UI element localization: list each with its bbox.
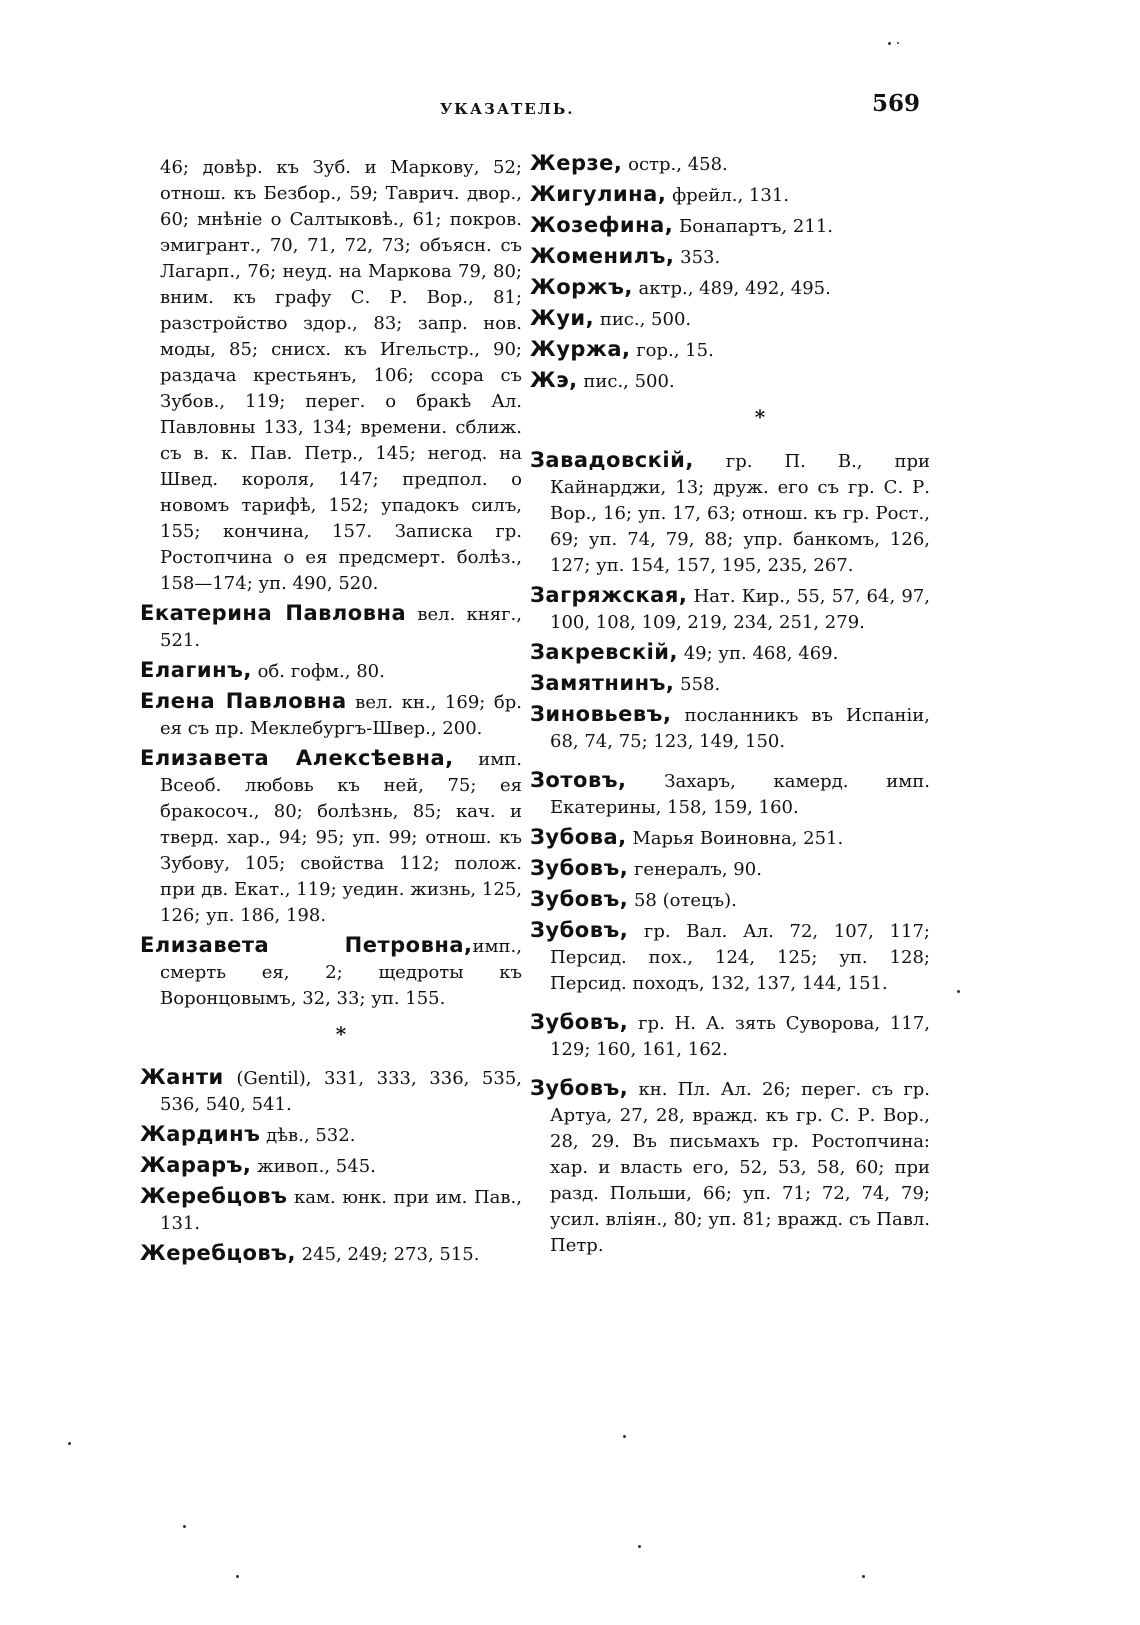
index-entry bbox=[530, 767, 930, 821]
index-entry bbox=[530, 447, 930, 579]
scan-speck bbox=[897, 42, 899, 44]
index-entry bbox=[140, 657, 522, 685]
entry-heading: Жуи, bbox=[530, 306, 595, 330]
entry-text: имп. Всеоб. любовь къ ней, 75; ея бракосоч., 80; болѣзнь, 85; кач. и тверд. хар., 94; 95; уп. 99; отнош. къ Зубову, 105; свойства 112; полож. при дв. Екат., 119; уедин. жизнь, 125, 126; уп. 186, 198. bbox=[160, 749, 522, 926]
entry-heading: Елена Павловна bbox=[140, 689, 347, 713]
entry-heading: Жеребцовъ, bbox=[140, 1241, 296, 1265]
index-entry bbox=[140, 688, 522, 742]
entry-heading: Замятнинъ, bbox=[530, 671, 675, 695]
entry-text: пис., 500. bbox=[577, 371, 675, 392]
entry-heading: Зотовъ, bbox=[530, 768, 627, 792]
index-entry bbox=[140, 745, 522, 929]
entry-text: живоп., 545. bbox=[251, 1156, 376, 1177]
entry-heading: Зубова, bbox=[530, 825, 627, 849]
entry-text: (Gentil), 331, 333, 336, 535, 536, 540, 541. bbox=[160, 1068, 522, 1115]
scan-speck bbox=[862, 1575, 865, 1578]
entry-heading: Зубовъ, bbox=[530, 1010, 629, 1034]
entry-heading: Загряжская, bbox=[530, 583, 688, 607]
entry-text: гор., 15. bbox=[630, 340, 714, 361]
index-entry bbox=[140, 932, 522, 1012]
entry-heading: Жозефина, bbox=[530, 213, 674, 237]
index-entry bbox=[140, 1064, 522, 1118]
entry-heading: Екатерина Павловна bbox=[140, 601, 407, 625]
index-entry bbox=[140, 1240, 522, 1268]
entry-text: гр. П. В., при Кайнарджи, 13; друж. его съ гр. С. Р. Вор., 16; уп. 17, 63; отнош. къ гр. Рост., 69; уп. 74, 79, 88; упр. банкомъ, 126, 127; уп. 154, 157, 195, 235, 267. bbox=[550, 451, 930, 576]
entry-heading: Елизавета Алексѣевна, bbox=[140, 746, 454, 770]
entry-heading: Жерзе, bbox=[530, 151, 623, 175]
entry-text: 558. bbox=[674, 674, 721, 695]
entry-text: вел. кн., 169; бр. ея съ пр. Меклебургъ-Швер., 200. bbox=[160, 692, 522, 739]
entry-heading: Жигулина, bbox=[530, 182, 667, 206]
entry-text: 353. bbox=[674, 247, 721, 268]
index-entry bbox=[140, 600, 522, 654]
scan-speck bbox=[888, 42, 891, 45]
entry-text: остр., 458. bbox=[622, 154, 728, 175]
entry-heading: Закревскій, bbox=[530, 640, 678, 664]
entry-heading: Жардинъ bbox=[140, 1122, 261, 1146]
entry-text: кн. Пл. Ал. 26; перег. съ гр. Артуа, 27, 28, вражд. къ гр. С. Р. Вор., 28, 29. Въ письмахъ гр. Ростопчина: хар. и власть его, 52, 53, 58, 60; при разд. Польши, 66; уп. 71; 72, 74, 79; усил. вліян., 80; уп. 81; вражд. съ Павл. Петр. bbox=[550, 1079, 930, 1256]
entry-heading: Жоржъ, bbox=[530, 275, 633, 299]
index-entry bbox=[140, 1121, 522, 1149]
entry-text: Бонапартъ, 211. bbox=[673, 216, 833, 237]
scan-speck bbox=[236, 1575, 239, 1578]
entry-text: Захаръ, камерд. имп. Екатерины, 158, 159, 160. bbox=[550, 771, 930, 818]
index-entry bbox=[530, 274, 930, 302]
entry-text: 49; уп. 468, 469. bbox=[678, 643, 839, 664]
entry-heading: Зубовъ, bbox=[530, 1076, 629, 1100]
entry-text: Марья Воиновна, 251. bbox=[626, 828, 844, 849]
entry-heading: Жоменилъ, bbox=[530, 244, 675, 268]
entry-text: имп., смерть ея, 2; щедроты къ Воронцовымъ, 32, 33; уп. 155. bbox=[160, 936, 522, 1009]
index-entry bbox=[530, 917, 930, 997]
index-entry bbox=[530, 639, 930, 667]
index-entry bbox=[530, 150, 930, 178]
index-entry bbox=[530, 701, 930, 755]
index-entry bbox=[530, 582, 930, 636]
entry-heading: Жанти bbox=[140, 1065, 224, 1089]
index-entry bbox=[530, 824, 930, 852]
entry-text: вел. княг., 521. bbox=[160, 604, 522, 651]
entry-text: гр. Н. А. зять Суворова, 117, 129; 160, 161, 162. bbox=[550, 1013, 930, 1060]
entry-text: дѣв., 532. bbox=[260, 1125, 356, 1146]
right-column bbox=[530, 150, 930, 1262]
entry-text: кам. юнк. при им. Пав., 131. bbox=[160, 1187, 522, 1234]
scan-speck bbox=[638, 1545, 641, 1548]
index-entry-continuation bbox=[140, 155, 522, 597]
index-entry bbox=[530, 855, 930, 883]
entry-heading: Жэ, bbox=[530, 368, 578, 392]
entry-text: Нат. Кир., 55, 57, 64, 97, 100, 108, 109, 219, 234, 251, 279. bbox=[550, 586, 930, 633]
index-entry bbox=[530, 305, 930, 333]
entry-heading: Зубовъ, bbox=[530, 856, 629, 880]
index-entry bbox=[530, 1009, 930, 1063]
entry-text: фрейл., 131. bbox=[666, 185, 790, 206]
entry-heading: Завадовскій, bbox=[530, 448, 694, 472]
entry-heading: Зубовъ, bbox=[530, 918, 629, 942]
entry-text: 58 (отецъ). bbox=[628, 890, 737, 911]
entry-text: генералъ, 90. bbox=[628, 859, 762, 880]
scan-speck bbox=[957, 990, 960, 993]
entry-text: посланникъ въ Испаніи, 68, 74, 75; 123, 149, 150. bbox=[550, 705, 930, 752]
running-head: УКАЗАТЕЛЬ. bbox=[440, 100, 575, 118]
index-entry bbox=[530, 212, 930, 240]
entry-text: гр. Вал. Ал. 72, 107, 117; Персид. пох., 124, 125; уп. 128; Персид. походъ, 132, 137, 144, 151. bbox=[550, 921, 930, 994]
entry-heading: Жараръ, bbox=[140, 1153, 252, 1177]
section-divider-asterisk: * bbox=[754, 405, 766, 429]
index-entry bbox=[530, 1075, 930, 1259]
index-entry bbox=[530, 243, 930, 271]
entry-heading: Елизавета Петровна, bbox=[140, 933, 473, 957]
index-entry bbox=[530, 367, 930, 395]
left-column bbox=[140, 155, 522, 1271]
scan-speck bbox=[68, 1442, 71, 1445]
entry-text: 46; довѣр. къ Зуб. и Маркову, 52; отнош. къ Безбор., 59; Таврич. двор., 60; мнѣніе о Салтыковѣ., 61; покров. эмигрант., 70, 71, 72, 73; объясн. съ Лагарп., 76; неуд. на Маркова 79, 80; вним. къ графу С. Р. Вор., 81; разстройство здор., 83; запр. нов. моды, 85; снисх. къ Игельстр., 90; раздача крестьянъ, 106; ссора съ Зубов., 119; перег. о бракѣ Ал. Павловны 133, 134; времени. сближ. съ в. к. Пав. Петр., 145; негод. на Швед. короля, 147; предпол. о новомъ тарифѣ, 152; упадокъ силъ, 155; кончина, 157. Записка гр. Ростопчина о ея предсмерт. болѣз., 158—174; уп. 490, 520. bbox=[160, 157, 522, 594]
entry-text: 245, 249; 273, 515. bbox=[295, 1244, 480, 1265]
entry-heading: Зиновьевъ, bbox=[530, 702, 672, 726]
entry-heading: Елагинъ, bbox=[140, 658, 252, 682]
entry-heading: Зубовъ, bbox=[530, 887, 629, 911]
index-entry bbox=[530, 181, 930, 209]
entry-text: актр., 489, 492, 495. bbox=[632, 278, 831, 299]
section-divider-asterisk: * bbox=[335, 1022, 347, 1046]
index-entry bbox=[530, 886, 930, 914]
scan-speck bbox=[623, 1435, 626, 1438]
scan-speck bbox=[183, 1525, 186, 1528]
index-entry bbox=[140, 1183, 522, 1237]
entry-heading: Жеребцовъ bbox=[140, 1184, 288, 1208]
entry-text: об. гофм., 80. bbox=[251, 661, 385, 682]
entry-heading: Журжа, bbox=[530, 337, 631, 361]
entry-text: пис., 500. bbox=[594, 309, 692, 330]
index-entry bbox=[530, 336, 930, 364]
index-entry bbox=[140, 1152, 522, 1180]
page-number: 569 bbox=[872, 90, 921, 117]
index-entry bbox=[530, 670, 930, 698]
